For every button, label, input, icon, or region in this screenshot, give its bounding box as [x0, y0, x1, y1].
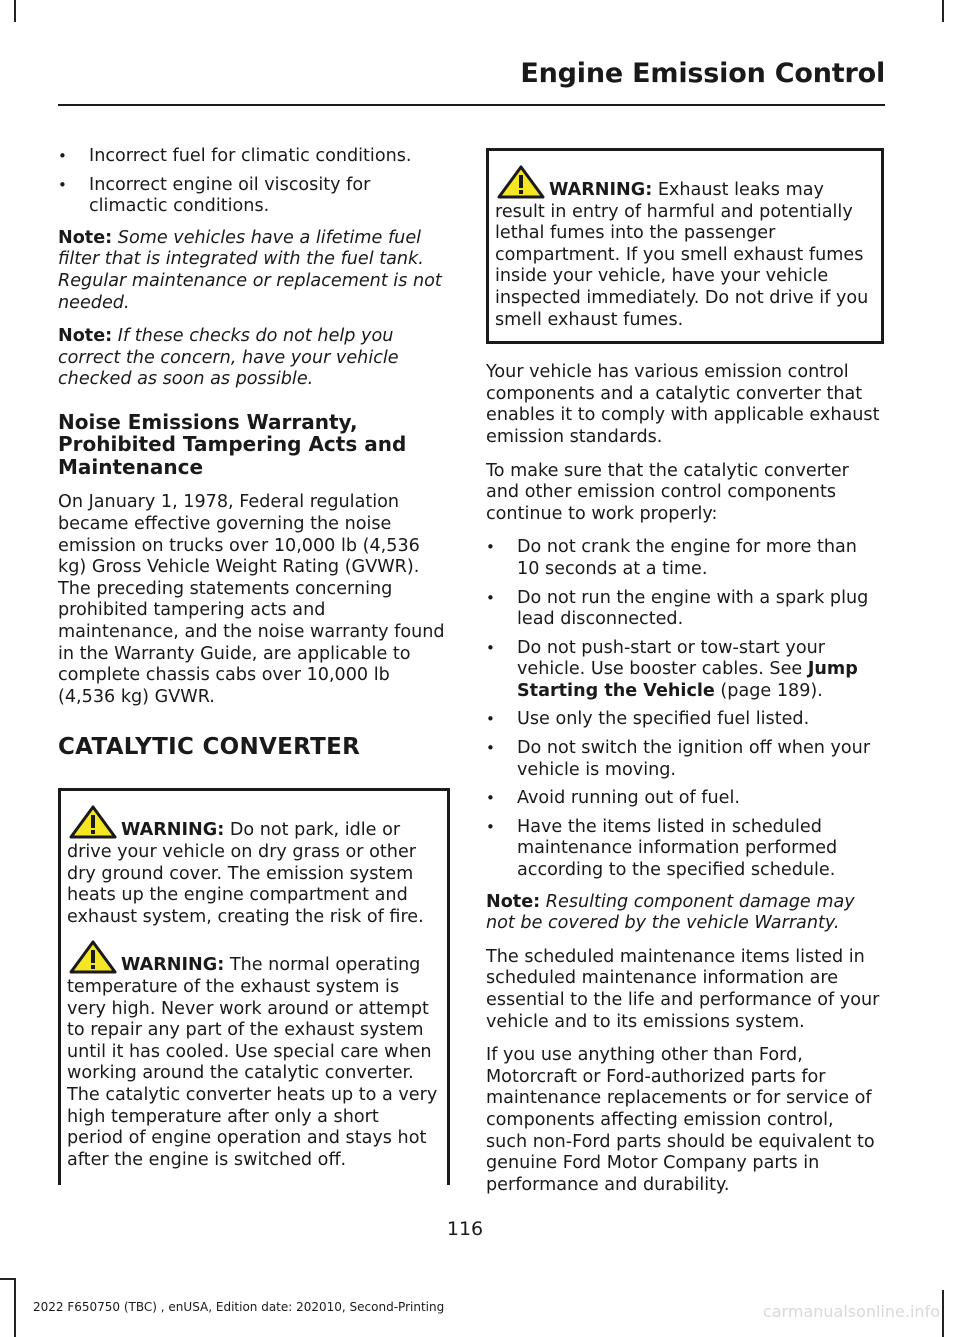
cross-reference-link[interactable]: Jump Starting the Vehicle [517, 659, 858, 701]
warning-triangle-icon [69, 940, 117, 974]
body-paragraph: If you use anything other than Ford, Motorcraft or Ford-authorized parts for maintenance replacements or for service of components affecting emission control, such non-Ford parts should be equivalent to genuine Ford Motor Company parts in performance and durability. [486, 1045, 875, 1195]
crop-mark-bottom-right [942, 1290, 944, 1337]
watermark: carmanualsonline.info [762, 1302, 940, 1321]
warning-label: WARNING: [121, 955, 225, 976]
warning-paragraph [495, 165, 873, 331]
warning-triangle-icon [497, 165, 545, 199]
list-item: • Do not crank the engine for more than 10 seconds at a time. [486, 537, 857, 579]
body-paragraph: On January 1, 1978, Federal regulation became effective governing the noise emission on trucks over 10,000 lb (4,536 kg) Gross Vehicle Weight Rating (GVWR). The preceding statements concerning prohibited tampering acts and maintenance, and the noise warranty found in the Warranty Guide, are applicable to complete chassis cabs over 10,000 lb (4,536 kg) GVWR. [58, 492, 445, 707]
note-text: Resulting component damage may not be covered by the vehicle Warranty. [486, 891, 855, 934]
crop-mark-top-left [14, 0, 16, 22]
warning-paragraph [67, 805, 439, 928]
right-column [486, 148, 880, 1208]
bullet-dot: • [58, 147, 67, 165]
warning-text: Exhaust leaks may result in entry of harmful and potentially lethal fumes into the passenger compartment. If you smell exhaust fumes inside your vehicle, have your vehicle inspected immediately. Do not drive if you smell exhaust fumes. [495, 180, 869, 330]
list-item: • Do not switch the ignition off when your vehicle is moving. [486, 738, 871, 780]
warning-label: WARNING: [121, 820, 225, 841]
page-title: Engine Emission Control [520, 58, 885, 89]
list-item: • Do not push-start or tow-start your vehicle. Use booster cables. See Jump Starting the Vehicle (page 189). [486, 637, 858, 701]
bullet-dot: • [486, 789, 495, 808]
header-divider [58, 104, 885, 106]
warning-box [486, 148, 884, 344]
left-column [58, 140, 446, 1185]
bullet-dot: • [58, 175, 67, 194]
bullet-dot: • [486, 538, 495, 557]
list-item: • Avoid running out of fuel. [486, 788, 740, 809]
note-paragraph [58, 326, 446, 391]
body-paragraph: To make sure that the catalytic converter and other emission control components continue to work properly: [486, 460, 849, 524]
bullet-dot: • [486, 739, 495, 758]
bullet-list [486, 537, 880, 881]
note-paragraph [486, 892, 880, 935]
body-paragraph: The scheduled maintenance items listed in scheduled maintenance information are essential to the life and performance of your vehicle and to its emissions system. [486, 946, 880, 1032]
note-text: If these checks do not help you correct the concern, have your vehicle checked as soon as possible. [58, 326, 399, 390]
bullet-list [58, 146, 446, 218]
note-label: Note: [486, 891, 541, 912]
list-item: • Have the items listed in scheduled maintenance information performed according to the specified schedule. [486, 816, 838, 881]
note-label: Note: [58, 227, 113, 248]
bullet-dot: • [486, 588, 495, 607]
list-item: • Incorrect engine oil viscosity for climactic conditions. [58, 174, 371, 217]
subsection-heading: Noise Emissions Warranty, Prohibited Tampering Acts and Maintenance [58, 409, 407, 479]
list-item: • Incorrect fuel for climatic conditions. [58, 146, 412, 166]
page-number: 116 [446, 1218, 484, 1240]
crop-mark-top-right [942, 0, 944, 22]
section-heading: CATALYTIC CONVERTER [58, 734, 361, 761]
warning-box [58, 788, 450, 1185]
list-item: • Do not run the engine with a spark plug lead disconnected. [486, 587, 869, 630]
note-text: Some vehicles have a lifetime fuel filter that is integrated with the fuel tank. Regular maintenance or replacement is not needed. [58, 227, 442, 313]
warning-label: WARNING: [549, 180, 653, 200]
footer-edition-text: 2022 F650750 (TBC) , enUSA, Edition date: 202010, Second-Printing [33, 1300, 445, 1314]
warning-text: The normal operating temperature of the exhaust system is very high. Never work around or attempt to repair any part of the exhaust system until it has cooled. Use special care when working around the catalytic converter. The catalytic converter heats up to a very high temperature after only a short period of engine operation and stays hot after the engine is switched off. [67, 955, 438, 1170]
crop-mark-bottom-left-h [0, 1278, 14, 1280]
warning-triangle-icon [69, 805, 117, 839]
note-label: Note: [58, 326, 113, 347]
warning-paragraph [67, 940, 439, 1171]
note-paragraph [58, 228, 446, 314]
crop-mark-bottom-left [14, 1278, 16, 1337]
bullet-dot: • [486, 710, 495, 729]
bullet-dot: • [486, 638, 495, 657]
warning-text: Do not park, idle or drive your vehicle on dry grass or other dry ground cover. The emission system heats up the engine compartment and exhaust system, creating the risk of fire. [67, 820, 424, 927]
bullet-dot: • [486, 817, 495, 836]
list-item: • Use only the specified fuel listed. [486, 709, 810, 730]
body-paragraph: Your vehicle has various emission control components and a catalytic converter that enables it to comply with applicable exhaust emission standards. [486, 362, 880, 447]
